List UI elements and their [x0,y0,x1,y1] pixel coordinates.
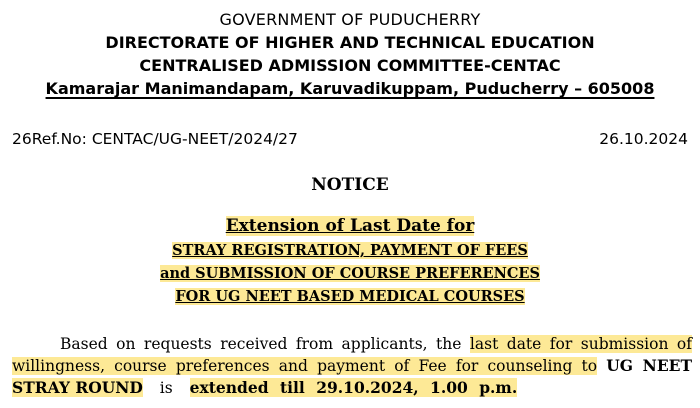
notice-subtitle-line [0,242,700,259]
body-text: Based on requests received from applicants, the [60,335,462,353]
stray-round-label: STRAY ROUND [12,378,143,397]
committee-name: CENTRALISED ADMISSION COMMITTEE-CENTAC [139,56,561,75]
notice-heading: NOTICE [311,175,389,195]
office-address: Kamarajar Manimandapam, Karuvadikuppam, Puducherry – 605008 [45,79,655,98]
notice-body [12,333,692,399]
reference-number: 26Ref.No: CENTAC/UG-NEET/2024/27 [12,130,298,148]
directorate-name: DIRECTORATE OF HIGHER AND TECHNICAL EDUCATION [105,33,595,52]
body-line-1 [12,333,692,355]
notice-date: 26.10.2024 [599,130,688,148]
extended-deadline: extended till 29.10.2024, 1.00 p.m. [189,378,518,397]
body-highlight: last date for submission of [469,335,692,353]
government-name: GOVERNMENT OF PUDUCHERRY [219,10,481,29]
body-text: is [159,379,173,397]
notice-title [0,216,700,236]
notice-subtitle-line [0,288,700,305]
notice-title-text: Extension of Last Date for [225,216,475,236]
body-bold: UG NEET [606,356,692,375]
body-highlight: willingness, course preferences and payment of Fee for counseling to [12,357,598,375]
notice-subtitle-text: FOR UG NEET BASED MEDICAL COURSES [175,288,525,305]
body-line-2 [12,355,692,377]
notice-subtitle-text: STRAY REGISTRATION, PAYMENT OF FEES [172,242,528,259]
notice-subtitle-line [0,265,700,282]
notice-subtitle-text: and SUBMISSION OF COURSE PREFERENCES [160,265,540,282]
body-line-3 [12,377,692,399]
reference-row [12,130,688,148]
